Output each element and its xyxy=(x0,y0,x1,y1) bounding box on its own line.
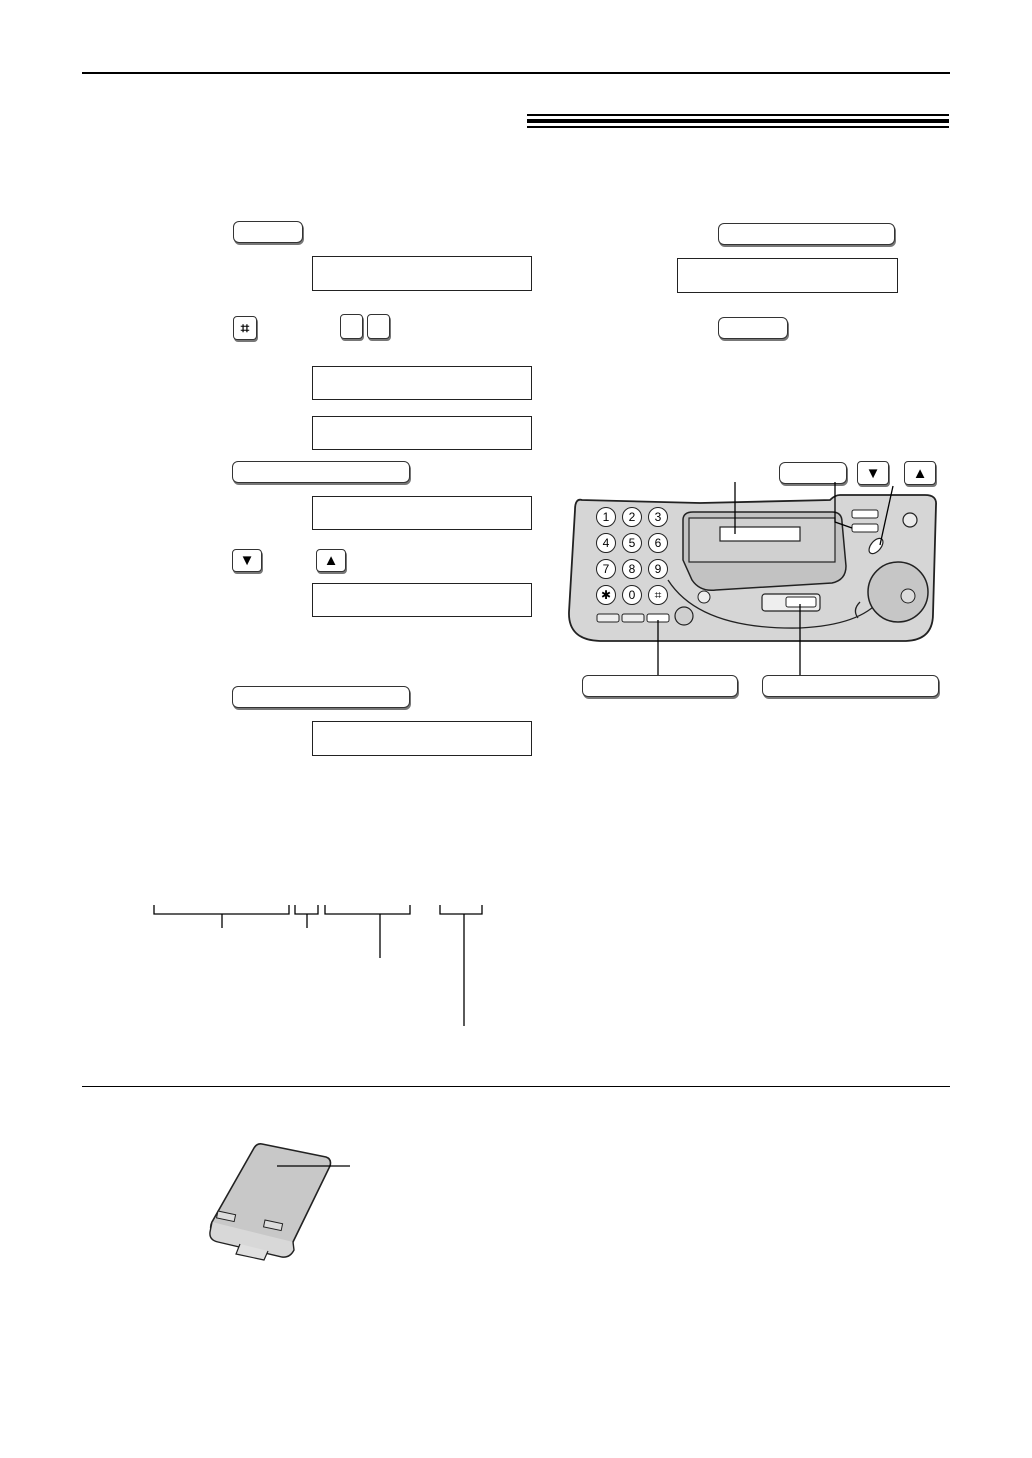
down-arrow-icon: ▼ xyxy=(239,552,255,569)
keypad-key: 7 xyxy=(596,559,616,579)
keypad-key: 5 xyxy=(622,533,642,553)
keypad-key: 1 xyxy=(596,507,616,527)
keypad-key: ✱ xyxy=(596,585,616,605)
keypad-key: 9 xyxy=(648,559,668,579)
keypad-key: ⌗ xyxy=(648,585,668,605)
hash-icon: ⌗ xyxy=(240,319,250,337)
up-arrow-icon: ▲ xyxy=(323,552,339,569)
keypad-key: 0 xyxy=(622,585,642,605)
keypad-key: 3 xyxy=(648,507,668,527)
keypad-key: 8 xyxy=(622,559,642,579)
down-arrow-icon: ▼ xyxy=(865,464,881,482)
keypad-key: 4 xyxy=(596,533,616,553)
up-arrow-icon: ▲ xyxy=(912,464,928,482)
keypad-key: 2 xyxy=(622,507,642,527)
keypad-key: 6 xyxy=(648,533,668,553)
